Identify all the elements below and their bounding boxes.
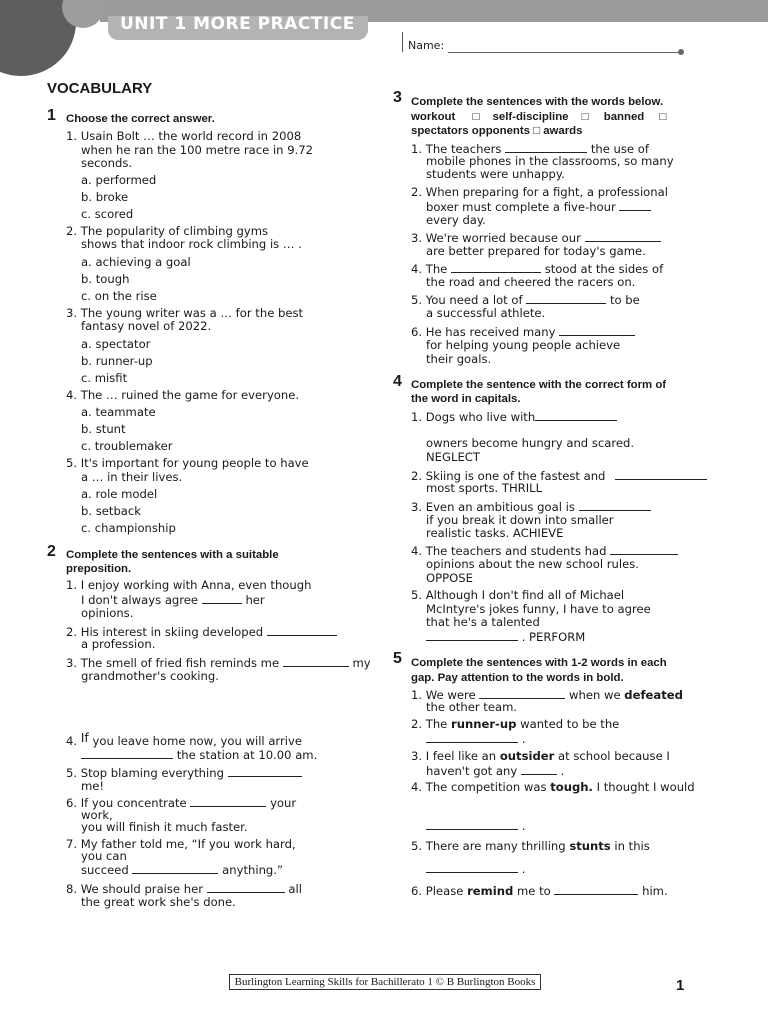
sentence-text: 6. He has received many — [411, 325, 556, 339]
sentence-text: 2. The — [411, 717, 448, 731]
sentence-text: that he's a talented — [426, 615, 540, 629]
question-text: 2. The popularity of climbing gyms — [66, 224, 269, 238]
sentence-text: haven't got any — [426, 764, 518, 778]
word-bank-separator: □ — [581, 111, 589, 123]
answer-option[interactable]: a. teammate — [81, 405, 156, 419]
sentence-text: 7. My father told me, “If you work hard, — [66, 837, 296, 851]
exercise-instruction: Complete the sentences with the words below. — [411, 96, 664, 108]
answer-option[interactable]: b. stunt — [81, 422, 126, 436]
exercise-instruction: Complete the sentences with a suitable — [66, 549, 279, 561]
name-field[interactable] — [402, 32, 682, 52]
sentence-text: my — [352, 656, 371, 670]
exercise-instruction: Complete the sentences with 1-2 words in each — [411, 657, 667, 669]
sentence-text: realistic tasks. ACHIEVE — [426, 526, 564, 540]
answer-blank[interactable] — [81, 748, 173, 759]
sentence-text: . — [521, 819, 526, 833]
answer-blank[interactable] — [426, 819, 518, 830]
sentence-text: work, — [81, 808, 113, 822]
answer-blank[interactable] — [190, 796, 266, 807]
sentence-text: . — [560, 764, 565, 778]
sentence-text: 5. Although I don't find all of Michael — [411, 588, 625, 602]
sentence-text: the use of — [590, 142, 649, 156]
sentence-text: all — [288, 882, 302, 896]
bold-keyword: tough. — [550, 780, 593, 794]
answer-option[interactable]: b. setback — [81, 504, 142, 518]
answer-option[interactable]: b. tough — [81, 272, 130, 286]
sentence-text: 1. We were — [411, 688, 476, 702]
answer-blank[interactable] — [283, 656, 349, 667]
sentence-text: the station at 10.00 am. — [176, 748, 318, 762]
sentence-text: a successful athlete. — [426, 306, 546, 320]
answer-blank[interactable] — [619, 200, 651, 211]
sentence-text: the other team. — [426, 700, 518, 714]
name-input-line[interactable] — [448, 52, 680, 53]
word-bank-item: banned — [603, 111, 645, 123]
answer-option[interactable]: a. performed — [81, 173, 157, 187]
sentence-text: your — [270, 796, 297, 810]
sentence-text: 4. The teachers and students had — [411, 544, 607, 558]
answer-option[interactable]: c. misfit — [81, 371, 128, 385]
sentence-text: you — [81, 820, 103, 834]
sentence-text: NEGLECT — [426, 450, 480, 464]
question-text: a … in their lives. — [81, 470, 183, 484]
sentence-text: will finish it much faster. — [106, 820, 248, 834]
sentence-text: 1. I enjoy working with Anna, even though — [66, 578, 312, 592]
answer-blank[interactable] — [615, 469, 707, 480]
sentence-text: students were unhappy. — [426, 167, 565, 181]
question-text: 1. Usain Bolt … the world record in 2008 — [66, 129, 302, 143]
exercise-number: 5 — [393, 650, 402, 667]
word-bank-item: spectators opponents — [411, 125, 530, 137]
sentence-text: every day. — [426, 213, 486, 227]
bold-keyword: stunts — [569, 839, 611, 853]
sentence-text: I don't always agree — [81, 593, 199, 607]
answer-option[interactable]: c. troublemaker — [81, 439, 173, 453]
answer-blank[interactable] — [526, 293, 606, 304]
sentence-text: me to — [516, 884, 551, 898]
answer-option[interactable]: b. broke — [81, 190, 129, 204]
answer-option[interactable]: a. achieving a goal — [81, 255, 191, 269]
sentence-text: wanted to be the — [520, 717, 620, 731]
sentence-text: . PERFORM — [521, 630, 586, 644]
bold-keyword: defeated — [624, 688, 683, 702]
sentence-text: owners become hungry and scared. — [426, 436, 635, 450]
bold-keyword: outsider — [499, 749, 555, 763]
exercise-instruction: Complete the sentence with the correct form of — [411, 379, 667, 391]
sentence-text: 8. We should praise her — [66, 882, 204, 896]
footer-credit: Burlington Learning Skills for Bachillerato 1 © B Burlington Books — [229, 974, 541, 990]
sentence-text: stood at the sides of — [544, 262, 664, 276]
question-text: 5. It's important for young people to have — [66, 456, 309, 470]
answer-blank[interactable] — [479, 688, 565, 699]
sentence-text: if you break it down into smaller — [426, 513, 614, 527]
sentence-text: 2. Skiing is one of the fastest and — [411, 469, 606, 483]
answer-option[interactable]: c. on the rise — [81, 289, 157, 303]
sentence-text: 4. — [66, 734, 78, 748]
unit-title: UNIT 1 MORE PRACTICE — [120, 14, 355, 34]
sentence-text: their goals. — [426, 352, 492, 366]
page-number: 1 — [676, 977, 685, 994]
word-bank-item: self-discipline — [492, 111, 569, 123]
question-text: when he ran the 100 metre race in 9.72 — [81, 143, 314, 157]
answer-blank[interactable] — [426, 732, 518, 743]
sentence-text: are better prepared for today's game. — [426, 244, 646, 258]
sentence-text: 1. The teachers — [411, 142, 502, 156]
sentence-text: a profession. — [81, 637, 156, 651]
answer-option[interactable]: a. spectator — [81, 337, 151, 351]
answer-blank[interactable] — [535, 410, 617, 421]
sentence-text: succeed — [81, 863, 129, 877]
sentence-text: the road and cheered the racers on. — [426, 275, 636, 289]
answer-blank[interactable] — [426, 630, 518, 641]
answer-blank[interactable] — [579, 500, 651, 511]
answer-blank[interactable] — [585, 231, 661, 242]
answer-blank[interactable] — [554, 884, 638, 895]
sentence-text: you leave home now, you will arrive — [92, 734, 302, 748]
exercise-instruction: the word in capitals. — [411, 393, 521, 405]
answer-option[interactable]: a. role model — [81, 487, 158, 501]
sentence-text: 3. The smell of fried fish reminds me — [66, 656, 280, 670]
sentence-text: 5. There are many thrilling — [411, 839, 566, 853]
exercise-instruction: preposition. — [66, 563, 132, 575]
sentence-text: when we — [568, 688, 621, 702]
section-title: VOCABULARY — [47, 80, 153, 97]
answer-blank[interactable] — [521, 764, 557, 775]
exercise-instruction: Choose the correct answer. — [66, 113, 215, 125]
sentence-text: 4. The competition was — [411, 780, 547, 794]
question-text: shows that indoor rock climbing is … . — [81, 237, 302, 251]
sentence-text: opinions. — [81, 606, 134, 620]
sentence-text: 5. Stop blaming everything — [66, 766, 224, 780]
sentence-text: mobile phones in the classrooms, so many — [426, 154, 674, 168]
sentence-text: 5. You need a lot of — [411, 293, 523, 307]
sentence-text: most sports. THRILL — [426, 481, 543, 495]
sentence-text: 6. Please — [411, 884, 464, 898]
answer-blank[interactable] — [202, 593, 242, 604]
answer-blank[interactable] — [451, 262, 541, 273]
word-bank-item: workout — [411, 111, 456, 123]
sentence-text: anything.” — [222, 863, 283, 877]
answer-option[interactable]: c. championship — [81, 521, 176, 535]
sentence-text: 2. When preparing for a fight, a professional — [411, 185, 668, 199]
answer-option[interactable]: c. scored — [81, 207, 134, 221]
name-line-dot — [678, 49, 684, 55]
sentence-text: boxer must complete a five-hour — [426, 200, 616, 214]
answer-option[interactable]: b. runner-up — [81, 354, 153, 368]
word-bank-separator: □ — [533, 125, 541, 137]
answer-blank[interactable] — [559, 325, 635, 336]
answer-blank[interactable] — [426, 862, 518, 873]
sentence-text: to be — [609, 293, 640, 307]
exercise-instruction: gap. Pay attention to the words in bold. — [411, 672, 624, 684]
sentence-text: I thought I would — [596, 780, 695, 794]
sentence-text: 6. If you concentrate — [66, 796, 187, 810]
sentence-text: 1. Dogs who live with — [411, 410, 536, 424]
name-divider — [402, 32, 403, 52]
sentence-text: . — [521, 732, 526, 746]
sentence-text: . — [521, 862, 526, 876]
sentence-text: 2. His interest in skiing developed — [66, 625, 264, 639]
question-text: 3. The young writer was a … for the best — [66, 306, 304, 320]
bold-keyword: runner-up — [451, 717, 517, 731]
exercise-number: 1 — [47, 107, 56, 124]
answer-blank[interactable] — [505, 142, 587, 153]
word-bank-item: awards — [543, 125, 583, 137]
exercise-number: 2 — [47, 543, 56, 560]
exercise-number: 3 — [393, 89, 402, 106]
sentence-text: 3. We're worried because our — [411, 231, 581, 245]
answer-blank[interactable] — [228, 766, 302, 777]
sentence-text: me! — [81, 779, 105, 793]
sentence-text: her — [245, 593, 265, 607]
question-text: fantasy novel of 2022. — [81, 319, 212, 333]
sentence-text: McIntyre's jokes funny, I have to agree — [426, 602, 651, 616]
name-label: Name: — [408, 39, 445, 52]
question-text: seconds. — [81, 156, 133, 170]
word-bank-separator: □ — [472, 111, 480, 123]
sentence-text: him. — [642, 884, 668, 898]
sentence-text: opinions about the new school rules. — [426, 557, 639, 571]
sentence-text: OPPOSE — [426, 571, 473, 585]
sentence-text: 3. I feel like an — [411, 749, 497, 763]
sentence-text: 3. Even an ambitious goal is — [411, 500, 575, 514]
answer-blank[interactable] — [132, 863, 218, 874]
answer-blank[interactable] — [267, 625, 337, 636]
sentence-text: at school because I — [558, 749, 670, 763]
word-bank-separator: □ — [659, 111, 667, 123]
sentence-text: the great work she's done. — [81, 895, 236, 909]
sentence-text: you can — [81, 849, 127, 863]
sentence-text: for helping young people achieve — [426, 338, 621, 352]
answer-blank[interactable] — [610, 544, 678, 555]
sentence-text: If — [80, 730, 89, 745]
answer-blank[interactable] — [207, 882, 285, 893]
bold-keyword: remind — [467, 884, 514, 898]
exercise-number: 4 — [393, 373, 402, 390]
sentence-text: grandmother's cooking. — [81, 669, 219, 683]
sentence-text: in this — [614, 839, 650, 853]
question-text: 4. The … ruined the game for everyone. — [66, 388, 300, 402]
sentence-text: 4. The — [411, 262, 448, 276]
